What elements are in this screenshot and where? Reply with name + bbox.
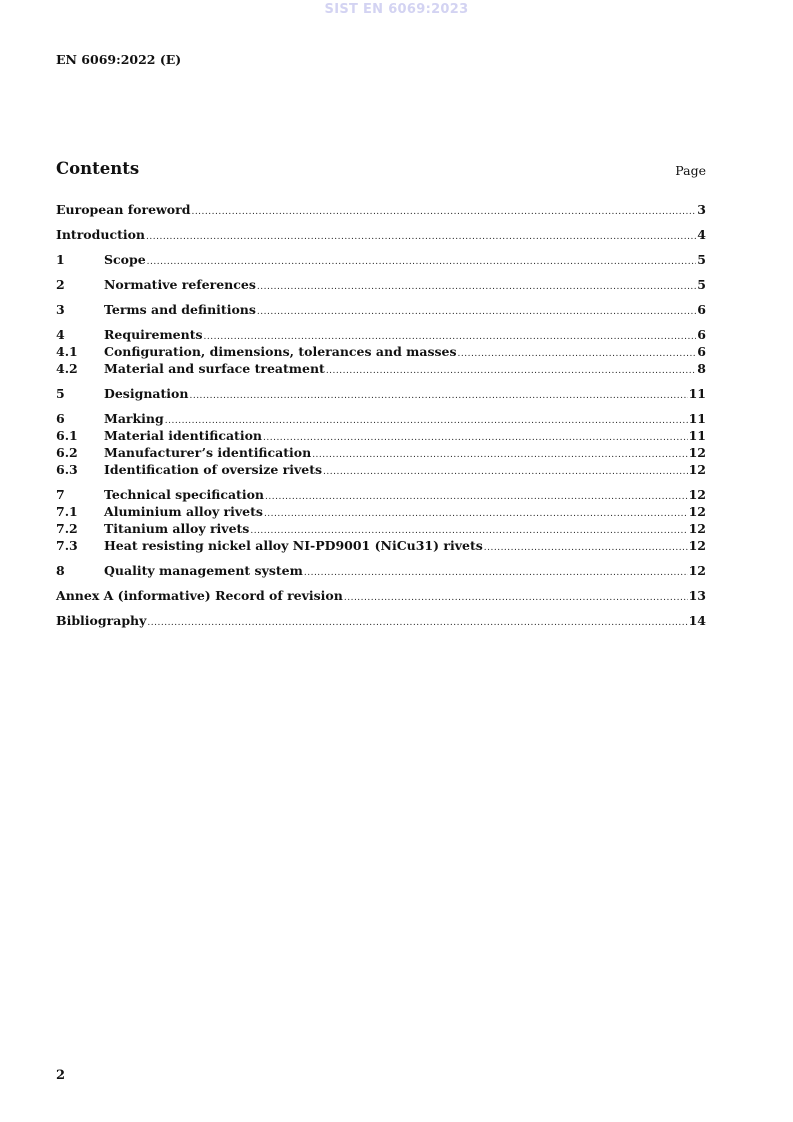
toc-entry-annex-a[interactable] — [56, 587, 706, 604]
toc-entry-number: 7.3 — [56, 538, 78, 553]
toc-entry-number: 1 — [56, 252, 65, 267]
toc-entry-page: 6 — [697, 344, 706, 359]
toc-entry-page: 12 — [688, 487, 706, 502]
dot-leader — [458, 346, 697, 363]
toc-entry-quality-management[interactable] — [56, 562, 706, 579]
toc-entry-title: Material identification — [104, 428, 262, 443]
toc-entry-title: Bibliography — [56, 613, 147, 628]
dot-leader — [146, 229, 696, 246]
toc-entry-scope[interactable] — [56, 251, 706, 268]
toc-entry-page: 11 — [688, 411, 706, 426]
toc-entry-number: 7 — [56, 487, 65, 502]
page-number: 2 — [56, 1068, 66, 1083]
toc-entry-page: 6 — [697, 302, 706, 317]
toc-entry-designation[interactable] — [56, 385, 706, 402]
toc-entry-material-identification[interactable] — [56, 427, 706, 444]
toc-entry-page: 5 — [697, 277, 706, 292]
toc-entry-title: European foreword — [56, 202, 191, 217]
toc-entry-title: Requirements — [104, 327, 203, 342]
toc-entry-title: Technical specification — [104, 487, 265, 502]
dot-leader — [323, 464, 688, 481]
toc-entry-page: 3 — [697, 202, 706, 217]
toc-entry-page: 4 — [697, 227, 706, 242]
toc-entry-requirements[interactable] — [56, 326, 706, 343]
toc-entry-number: 4.1 — [56, 344, 78, 359]
toc-entry-page: 12 — [688, 521, 706, 536]
toc-entry-title: Marking — [104, 411, 164, 426]
toc-entry-nickel-alloy-rivets[interactable] — [56, 537, 706, 554]
toc-entry-aluminium-alloy-rivets[interactable] — [56, 503, 706, 520]
toc-entry-title: Introduction — [56, 227, 146, 242]
toc-entry-page: 5 — [697, 252, 706, 267]
dot-leader — [304, 565, 688, 582]
toc-entry-page: 12 — [688, 445, 706, 460]
dot-leader — [147, 254, 697, 271]
toc-entry-title: Normative references — [104, 277, 256, 292]
toc-entry-title: Manufacturer’s identification — [104, 445, 312, 460]
dot-leader — [344, 590, 688, 607]
toc-entry-page: 8 — [697, 361, 706, 376]
toc-entry-title: Quality management system — [104, 563, 303, 578]
toc-entry-title: Designation — [104, 386, 189, 401]
toc-entry-title: Configuration, dimensions, tolerances and masses — [104, 344, 457, 359]
toc-entry-title: Scope — [104, 252, 146, 267]
toc-entry-terms-and-definitions[interactable] — [56, 301, 706, 318]
dot-leader — [484, 540, 688, 557]
toc-entry-number: 6 — [56, 411, 65, 426]
toc-entry-number: 6.3 — [56, 462, 78, 477]
toc-entry-page: 12 — [688, 462, 706, 477]
toc-entry-page: 13 — [688, 588, 706, 603]
toc-entry-page: 12 — [688, 504, 706, 519]
page-column-label: Page — [675, 163, 706, 178]
toc-entry-number: 6.1 — [56, 428, 78, 443]
toc-entry-title: Annex A (informative) Record of revision — [56, 588, 343, 603]
toc-entry-page: 14 — [688, 613, 706, 628]
toc-entry-title: Material and surface treatment — [104, 361, 325, 376]
toc-entry-normative-references[interactable] — [56, 276, 706, 293]
dot-leader — [264, 506, 688, 523]
toc-entry-page: 11 — [688, 386, 706, 401]
table-of-contents — [56, 201, 706, 629]
toc-entry-material-surface-treatment[interactable] — [56, 360, 706, 377]
toc-entry-number: 2 — [56, 277, 65, 292]
toc-entry-manufacturer-identification[interactable] — [56, 444, 706, 461]
toc-entry-number: 7.2 — [56, 521, 78, 536]
dot-leader — [191, 204, 696, 221]
toc-entry-page: 12 — [688, 563, 706, 578]
dot-leader — [265, 489, 688, 506]
toc-entry-title: Terms and definitions — [104, 302, 256, 317]
toc-entry-title: Identification of oversize rivets — [104, 462, 323, 477]
toc-entry-number: 5 — [56, 386, 65, 401]
toc-entry-number: 6.2 — [56, 445, 78, 460]
toc-entry-number: 8 — [56, 563, 65, 578]
toc-entry-introduction[interactable] — [56, 226, 706, 243]
dot-leader — [326, 363, 696, 380]
toc-entry-title: Aluminium alloy rivets — [104, 504, 263, 519]
toc-entry-oversize-rivets[interactable] — [56, 461, 706, 478]
toc-entry-page: 12 — [688, 538, 706, 553]
dot-leader — [147, 615, 687, 632]
toc-entry-number: 4.2 — [56, 361, 78, 376]
dot-leader — [257, 304, 696, 321]
dot-leader — [257, 279, 696, 296]
toc-entry-number: 3 — [56, 302, 65, 317]
dot-leader — [263, 430, 688, 447]
toc-entry-page: 6 — [697, 327, 706, 342]
document-id: EN 6069:2022 (E) — [56, 52, 182, 67]
dot-leader — [312, 447, 687, 464]
toc-entry-configuration[interactable] — [56, 343, 706, 360]
dot-leader — [189, 388, 687, 405]
toc-entry-bibliography[interactable] — [56, 612, 706, 629]
toc-entry-number: 7.1 — [56, 504, 78, 519]
toc-entry-titanium-alloy-rivets[interactable] — [56, 520, 706, 537]
toc-entry-technical-specification[interactable] — [56, 486, 706, 503]
toc-entry-title: Heat resisting nickel alloy NI-PD9001 (NiCu31) rivets — [104, 538, 483, 553]
toc-entry-number: 4 — [56, 327, 65, 342]
contents-heading: Contents — [56, 159, 140, 178]
toc-entry-page: 11 — [688, 428, 706, 443]
toc-entry-marking[interactable] — [56, 410, 706, 427]
watermark: SIST EN 6069:2023 — [324, 2, 469, 17]
toc-entry-title: Titanium alloy rivets — [104, 521, 250, 536]
toc-entry-european-foreword[interactable] — [56, 201, 706, 218]
